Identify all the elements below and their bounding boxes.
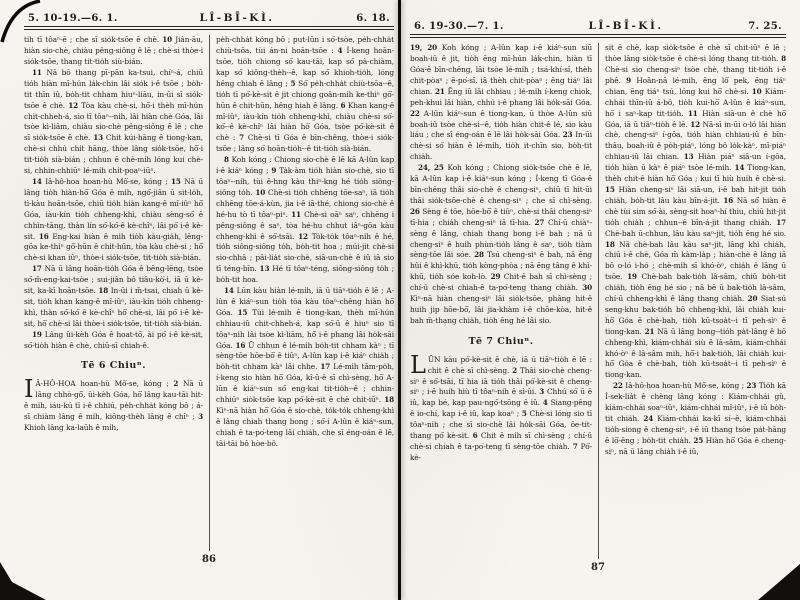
page-right bbox=[410, 20, 786, 573]
verse-paragraph: 11 Nā bô thang pī-pān ka-tsui, chíⁿ-á, chiū tio̍h hiàn mī-hún la̍k-chin lâi sio̍k i-ê tsōe ; bo̍h-tit thīn iû, bo̍h-tit chham hiuⁿ-liāu, in-ūi sī sio̍k-tsōe ê chè. 12 Tòa kàu chè-si, hō͘-i thèh mī-hún chi̍t-chheh-á, sio tī tôaⁿ--ni̍h, lâi hiàn chè Góa, lâi tsòe kì-liām, chiàu sio-chè pêng-siông ê lē ; che sī sio̍k-tsōe ê chè. 13 Chit kúi-hāng ê tiong-kan, chè-si chhú chi̍t hāng, thòe lâng sio̍k-tsōe, hō͘-i tit-tio̍h sià-bián ; chhun ê chè-mi̍h lóng kui chè-si, chhin-chhiūⁿ lé-mi̍h chi̍t-poaⁿ-iūⁿ. bbox=[24, 67, 203, 176]
column-2 bbox=[209, 35, 394, 551]
verse-paragraph: pe̍h-chha̍t kóng bô ; put-lūn i só͘-tsòe, pe̍h-chha̍t chiù-tsōa, tùi án-ni hoān-tsōe : 4 Í-keng hoān-tsōe, tio̍h chiong só͘ kau-tāi, kap só͘ pà-chiàm, kap só͘ kiông-thèh--ê, kap só͘ khioh-tio̍h, lóng hêng chiah ê lâng ; 5 Só͘ pe̍h-chha̍t chiù-tsōa--ê, tio̍h tī pó͘-kè-sit ê jit chiong goân-mi̍h ke-thiⁿ gō͘-hūn ê chit-hūn, hêng hiah ê lâng. 6 Khan kang-ê mî-iûⁿ, iàu-kín tio̍h chheng-khì, chiàu chè-si só͘-kó͘--ê kè-chîⁿ lâi hiàn hō͘ Góa, tsòe pó͘-kè-sit ê chè : 7 Chè-si tī Góa ê bīn-chêng, thòe-i sio̍k-tsōe ; lâng só͘ hoān-tio̍h--ê tit-tio̍h sià-bián. bbox=[216, 35, 394, 154]
page-number-right: 87 bbox=[591, 562, 605, 574]
verse-paragraph: ti̍h tī tôaⁿ-ē ; che sī sio̍k-tsōe ê chè. 10 Jiân-āu, hiàn sio-chè, chiàu pêng-siông ê lē ; chè-si thòe-i sio̍k-tsōe, thang tit-tio̍h siù-bián. bbox=[24, 35, 203, 66]
text-columns bbox=[410, 43, 786, 559]
column-2 bbox=[598, 43, 786, 559]
verse-paragraph: 22 Iâ-hô-hoa hoan-hù Mô͘-se, kóng ; 23 Tio̍h kā Í-sek-lia̍t ê chèng lâng kóng : Kiám-chhái gû, kiám-chhái soaⁿ-iûⁿ, kiám-chhái mî-iûⁿ, i-ê iû bo̍h-tit chia̍h. 24 Kiám-chhái ka-kī sí--ê, kiám-chhái tio̍h-siong ê cheng-siⁿ, i-ê iû thang tsòe pa̍t-hāng ê lō͘-ēng ; bo̍h-tit chia̍h. 25 Hiàn hō͘ Góa ê cheng-siⁿ, nā ū lâng chia̍h i-ê iû, bbox=[605, 381, 786, 456]
running-head-right bbox=[410, 20, 786, 32]
verse-range-left: 6. 19-30.—7. 1. bbox=[414, 21, 504, 32]
verse-paragraph: 24, 25 Koh kóng ; Chiong sio̍k-tsōe chè ê lē, kā A-lûn kap i-ê kiáⁿ-sun kóng ; Í-keng tī Góa-ê bīn-chêng thâi sio-chè ê cheng-siⁿ, chiū tī hit-ūi thâi sio̍k-tsōe-chè ê cheng-siⁿ ; che sī chì-sèng. 26 Sèng ê tōe, hōe-bō͘ ê tiûⁿ, chè-si thâi cheng-siⁿ tī-hia ; chia̍h cheng-siⁿ iā tī-hia. 27 Chí-ū chiàⁿ-sèng ê lâng, chiah thang bong i-ê bah ; nā ū cheng-siⁿ ê huih phùn-tio̍h lâng ê saⁿ, tio̍h tiàm sèng-tōe lâi sóe. 28 Tsú cheng-siⁿ ê bah, nā ēng hûi ê khì-khū, tio̍h kòng-phòa ; nā ēng tâng ê khì-khū, tio̍h sóe koh-lò. 29 Chit-ê bah sī chì-sèng ; chí-ū chè-si chiah-ê ta-po͘-teng thang chia̍h. 30 Kìⁿ-nā hiàn cheng-siⁿ lâi sio̍k-tsōe, phâng hit-ê huih jip hōe-bō͘, lâi jia-khàm i-ê chōe-kòa, hit-ê bah m̄-thang chia̍h, tio̍h ēng hé lâi sio. bbox=[410, 163, 593, 325]
column-1 bbox=[24, 35, 209, 551]
verse-paragraph: sit ê chè, kap sio̍k-tsōe ê chè sī chit-iūⁿ ê lē ; thòe lâng sio̍k-tsōe ê chè-si lóng thang tit-tio̍h. 8 Chè-si sio cheng-siⁿ tsòe chè, thang tit-tio̍h i-ê phê. 9 Hoān-nā lé-mi̍h, ēng lô͘ pek, ēng tiáⁿ chian, ēng tiáⁿ tsú, lóng kui hō͘ chè-si. 10 Kiám-chhái thīn-iû á-bô, tio̍h kui-hō͘ A-lûn ê kiáⁿ-sun, hō͘ i saⁿ-kap tit-tio̍h. 11 Hiàn siā-un ê chè hō͘ Góa, iā ū tiāⁿ-tio̍h ê lē. 12 Nā-sī in-ūi o-ló lâi hiàn chè, cheng-siⁿ í-gōa, tio̍h hiàn chhiau-iû ê bīn-thâu, boah-iû ê po̍h-piáⁿ, lóng bô lo̍k-kàⁿ, mī-piáⁿ chhiau-iû lâi chian. 13 Hiàn piáⁿ siā-un í-gōa, tio̍h hiàn ū kàⁿ ê piáⁿ tsòe lé-mi̍h. 14 Tiong-kan, thèh chit-ê hiàn hō͘ Góa ; kui tī hiù huih ê chè-si. 15 Hiàn cheng-siⁿ lâi siā-un, i-ê bah hit-jit tio̍h chia̍h, bo̍h-tit lâu kàu bîn-á-jit. 16 Nā só͘ hiàn ê chè tùi sim só͘-ài, sèng-sit hoaⁿ-hí thiu, chiū hit-jit tio̍h chia̍h ; chhun--ê bîn-á-jit thang chia̍h. 17 Chè-bah ū-chhun, lâu kàu saⁿ-jit, tio̍h ēng hé sio. 18 Nā chè-bah lâu kàu saⁿ-jit, lâng khì chia̍h, chiū i-ê chè, Góa m̄ kàm-la̍p ; hiàn-chè ê lâng iā bô o-ló i-hó ; chè-mi̍h sī khó-òⁿ, chia̍h ê lâng ū tsōe. 19 Chè-bah bak-tio̍h lâ-sâm, chiū bo̍h-tit chia̍h, tio̍h ēng hé sio ; nā bē ū bak-tio̍h lâ-sâm, chí-ū chheng-khì ê lâng thang chia̍h. 20 Siat-sú seng-khu bak-tio̍h bô chheng-khì, lâi chia̍h kui-hō͘ Góa ê chè-bah, tio̍h kū-tsoa̍t--i tī peh-sìⁿ ê tiong-kan. 21 Nā ū lâng bong--tio̍h pa̍t-lâng ê bô chheng-khì, kiám-chhái siù ê lâ-sâm, kiám-chhái khó-òⁿ ê lâ-sâm mih, hō͘-i bak-tio̍h, lâi chia̍h kui-hō͘ Góa ê chè-bah, tio̍h kū-tsoa̍t--i tī peh-sìⁿ ê tiong-kan. bbox=[605, 43, 786, 380]
verse-paragraph: 8 Koh kóng ; Chiong sio-chè ê lē kā A-lûn kap i-ê kiáⁿ kóng ; 9 Ta̍k-àm tio̍h hiàn sio-chè, sio tī tôaⁿ--ni̍h, tùi ê-hng kàu thiⁿ-kng hé tio̍h siông-siông to̍h. 10 Chè-si tio̍h chhēng tōe-saⁿ, iā tio̍h chhēng tōe-á-kùn, jia i-ê iā-thé, chiong sio-chè ê hé-hu tò tī tôaⁿ-piⁿ. 11 Chè-si oāⁿ saⁿ, chhēng i pêng-siông ê saⁿ, tòa hé-hu chhut iâⁿ-gōa kàu chheng-khì ê só͘-tsāi. 12 To̍k-to̍k tôaⁿ-ni̍h ê hé, tio̍h siông-siông to̍h, bo̍h-tit hoa ; múi-jit chè-si sio-chhâ ; pâi-lia̍t sio-chè, siā-un-chè ê iû iā sio tī téng-bīn. 13 Hé tī tôaⁿ-téng, siông-siông to̍h ; bo̍h-tit hoa. bbox=[216, 155, 394, 285]
verse-paragraph: 14 Iâ-hô-hoa hoan-hù Mô͘-se, kóng ; 15 Nā ū lâng tio̍h hiàn-hō͘ Góa ê mi̍h, ngó͘-jiân ū sit-lo̍h, tì-kàu hoān-tsōe, chiū tio̍h hiàn kang-ê mî-iûⁿ hō͘ Góa, iàu-kín tio̍h chheng-khì, chiàu sèng-só͘ ê chhìn-tāng, thàn lín só͘-kó͘-ê kè-chîⁿ, lâi pó͘ i-ê kè-sit. 16 Eng-kai hiàn ê mi̍h tio̍h kàu-gia̍h, lēng-gōa ke-thiⁿ gō͘-hūn ê chi̍t-hūn, tòa kàu chè-si ; hō͘ chè-si khan iûⁿ, thòe-i sio̍k-tsōe, tit-tio̍h sià-bián. bbox=[24, 176, 203, 263]
text-columns bbox=[24, 35, 394, 551]
verse-paragraph: 19 Lâng ûi-kèh Góa ê hoat-tō͘, ài pó͘ i-ê kè-sit, só͘-tio̍h hiàn ê chè, chiū-sī chiah-ê. bbox=[24, 329, 203, 350]
verse-paragraph: 17 Nā ū lâng hoān-tio̍h Góa ê bēng-lēng, tsòe só͘-m̄-eng-kai-tsòe ; sui-jiân bô tiâu-kò͘-ì, iā ū kè-sit, ka-kī hoān-tsōe. 18 In-ūi i m̄-tsai, chiah ū kè-sit, tio̍h khan kang-ê mî-iûⁿ, iàu-kín tio̍h chheng-khì, thàn só͘-kó͘ ê kè-chîⁿ hō͘ chè-si, lâi pó͘ i-ê kè-sit, hō͘ chè-si lâi thòe-i sio̍k-tsōe, tit-tio̍h sià-bián. bbox=[24, 264, 203, 328]
verse-paragraph: 19, 20 Koh kóng ; A-lûn kap i-ê kiáⁿ-sun siū boah-iû ê jit, tio̍h ēng mī-hún la̍k-chin, hiàn tī Góa-ê bīn-chêng, lâi tsòe lé-mi̍h ; tsá-khí-sî, thèh chit-pòaⁿ ; ē-po͘-sî, iā thèh chit-pòaⁿ ; ēng tiáⁿ lâi chian. 21 Ēng iû lâi chhiau ; lé-mi̍h í-keng chiok, peh-khui lâi hiàn, chhú i-ê phang lâi ho̍k-sāi Góa. 22 A-lûn kiáⁿ-sun ê tiong-kan, ū thòe A-lûn siū boah-iû tsòe chè-si--ê, tio̍h hiàn chit-ê lé, sio kàu liáu ; che sī éng-oán ê lē lâi ho̍k-sāi Góa. 23 In-ūi chè-si só͘ hiàn ê lé-mi̍h, tio̍h it-chīn sio, bo̍h-tit chia̍h. bbox=[410, 43, 593, 162]
page-number-left: 86 bbox=[202, 554, 216, 566]
verse-range-left: 5. 10-19.—6. 1. bbox=[28, 13, 118, 24]
verse-range-right: 7. 25. bbox=[748, 21, 782, 32]
book-title: LÎ-BĪ-KÌ. bbox=[588, 20, 664, 32]
header-double-rule bbox=[24, 26, 394, 30]
verse-paragraph-dropcap: LŪN kàu pó͘-kè-sit ê chè, iā ū tiāⁿ-tio̍h ê lē : chit ê chè sī chì-sèng. 2 Thâi sio-chè cheng-siⁿ ê só͘-tsāi, tī hia iā tio̍h thâi pó͘-kè-sit ê cheng-siⁿ ; i-ê huih hiù tī tôaⁿ-ni̍h ê sì-ûi. 3 Chhú só͘ ū ê iû, kap bé, kap pau-ngó͘-tsōng ê iû. 4 Siang-pêng ê io-chí, kap i-ê iû, kap koaⁿ ; 5 Chè-si lóng sio tī tôaⁿ-ni̍h ; che sī sio-chè lâi ho̍k-sāi Góa, ōe-tit-thang pó͘ kè-sit. 6 Chit ê mi̍h sī chì-sèng ; chí-ū chè-si chiah ê ta-po͘-teng tī sèng-tōe chia̍h. 7 Pó͘-kè- bbox=[410, 350, 592, 462]
chapter-heading: Tē 6 Chiuⁿ. bbox=[80, 360, 147, 372]
header-double-rule bbox=[410, 34, 786, 38]
verse-paragraph: 14 Lūn kàu hiàn lé-mi̍h, iā ū tiāⁿ-tio̍h ê lē ; A-lûn ê kiáⁿ-sun tio̍h tòa kàu tôaⁿ-chêng hiàn hō͘ Góa. 15 Tùi lé-mi̍h ê tiong-kan, thèh mī-hún chhiau-iû chit-chheh-á, kap só͘-ū ê hiuⁿ sio tī tôaⁿ-ni̍h lâi tsòe kì-liām, hō͘ i-ê phang lâi ho̍k-sāi Góa. 16 Ū chhun ê lé-mi̍h bo̍h-tit chham kàⁿ ; tī sèng-tōe hōe-bō͘ ê tiûⁿ, A-lûn kap i-ê kiáⁿ chia̍h ; bo̍h-tit chham kàⁿ lâi chhe. 17 Lé-mi̍h tām-po̍h, í-keng sio hiàn hō͘ Góa, kî-û-ê sī chì-sèng, hō͘ A-lûn ê kiáⁿ-sun só͘ eng-kai tit-tio̍h--ê ; chhin-chhiūⁿ sio̍k-tsōe kap pó͘-kè-sit ê chè chit-iūⁿ. 18 Kìⁿ-nā hiàn hō͘ Góa ê sio-chè, to̍k-to̍k chheng-khì ê lâng chiah thang bong ; só͘-í A-lûn ê kiáⁿ-sun, chiah ê ta-po͘-teng lâi chia̍h, che sī éng-oán ê lē, tāi-tāi bô hòe-bô. bbox=[216, 286, 394, 448]
running-head-left bbox=[24, 12, 394, 24]
page-gutter-line bbox=[398, 0, 401, 600]
chapter-heading: Tē 7 Chiuⁿ. bbox=[468, 335, 534, 347]
column-1 bbox=[410, 43, 598, 559]
page-left bbox=[24, 12, 394, 565]
verse-paragraph-dropcap: IÂ-HÔ-HOA hoan-hù Mô͘-se, kóng ; 2 Nā ū lâng chhò-gō͘, ûi-kèh Góa, hō͘ lâng kau-tāi hit-ê mi̍h, iáu-kú tī i-ê chhiú, pe̍h-chha̍t kóng bô ; á-sī chiàm lâng ê mi̍h, kiông-thèh lâng ê chîⁿ ; 3 Khioh lâng ka-laūh ê mi̍h, bbox=[24, 375, 203, 433]
verse-range-right: 6. 18. bbox=[356, 13, 390, 24]
book-title: LÎ-BĪ-KÌ. bbox=[199, 12, 275, 24]
